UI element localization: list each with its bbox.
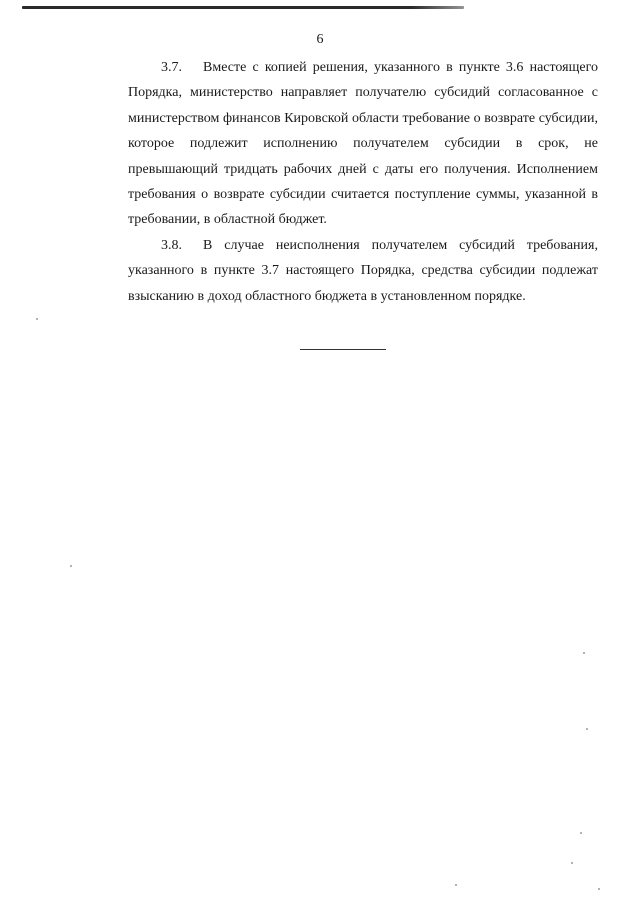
scan-speck [580, 832, 582, 834]
scan-speck [586, 728, 588, 730]
paragraph-number: 3.7. [161, 60, 182, 75]
scan-edge-line [22, 6, 464, 9]
end-of-document-rule [300, 349, 386, 350]
document-body [128, 55, 598, 309]
paragraph-text: В случае неисполнения получателем субсидий требования, указанного в пункте 3.7 настоящего Порядка, средства субсидии подлежат взысканию в доход областного бюджета в установленном порядке. [128, 237, 598, 304]
paragraph-3-8 [128, 233, 598, 309]
paragraph-text: Вместе с копией решения, указанного в пункте 3.6 настоящего Порядка, министерство направляет получателю субсидий согласованное с министерством финансов Кировской области требование о возврате субсидии, которое подлежит исполнению получателем субсидии в срок, не превышающий тридцать рабочих дней с даты его получения. Исполнением требования о возврате субсидии считается поступление суммы, указанной в требовании, в областной бюджет. [128, 60, 598, 228]
scan-speck [36, 318, 38, 320]
scan-speck [598, 888, 600, 890]
page-number: 6 [316, 32, 324, 47]
scan-speck [571, 862, 573, 864]
paragraph-number: 3.8. [161, 237, 182, 253]
scan-speck [583, 652, 585, 654]
scan-speck [70, 565, 72, 567]
scan-speck [455, 884, 457, 886]
paragraph-3-7 [128, 55, 598, 233]
